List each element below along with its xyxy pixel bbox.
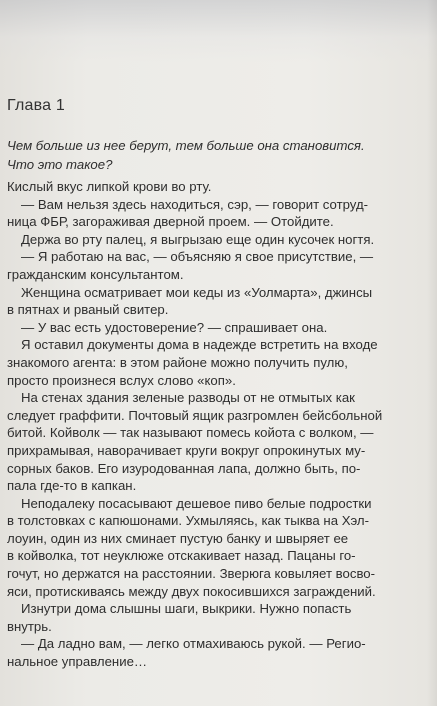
text-line: в толстовках с капюшонами. Ухмыляясь, как тыква на Хэл- [7,513,370,529]
text-line: Неподалеку посасывают дешевое пиво белые подростки [21,495,372,511]
text-line: гочут, но держатся на расстоянии. Зверюга ковыляет восво- [7,566,376,582]
text-line: Кислый вкус липкой крови во рту. [7,179,212,194]
chapter-body-text [7,178,427,671]
text-line: в пятнах и рваный свитер. [7,302,169,318]
text-line: лоуин, один из них сминает пустую банку и швыряет ее [7,530,349,546]
text-line: — Я работаю на вас, — объясняю я свое присутствие, — [21,249,374,265]
text-line: гражданским консультантом. [7,266,184,282]
text-line: яси, протискиваясь между двух покосившихся заграждений. [7,583,376,599]
text-line: — Да ладно вам, — легко отмахиваюсь рукой. — Регио- [21,636,366,652]
text-line: Изнутри дома слышны шаги, выкрики. Нужно попасть [21,601,352,617]
page-edge-shadow [427,0,437,706]
text-line: пала где-то в капкан. [7,478,137,494]
text-line: ница ФБР, загораживая дверной проем. — Отойдите. [7,214,334,230]
text-line: знакомого агента: в этом районе можно получить пулю, [7,354,348,370]
epigraph-line: Что это такое? [7,157,113,172]
chapter-title: Глава 1 [7,97,65,114]
text-line: просто произнеся вслух слово «коп». [7,372,236,388]
epigraph-line: Чем больше из нее берут, тем больше она становится. [7,138,365,153]
text-line: сорных баков. Его изуродованная лапа, должно быть, по- [7,460,361,476]
previous-page-bleed-through [0,0,437,62]
text-line: — У вас есть удостоверение? — спрашивает она. [21,319,328,335]
text-line: На стенах здания зеленые разводы от не отмытых как [21,390,355,406]
text-line: Я оставил документы дома в надежде встретить на входе [21,337,378,353]
text-line: прихрамывая, наворачивает круги вокруг опрокинутых му- [7,442,366,458]
epigraph [7,136,427,174]
text-line: Держа во рту палец, я выгрызаю еще один кусочек ногтя. [21,231,375,247]
text-line: в койволка, тот неуклюже отскакивает назад. Пацаны го- [7,548,356,564]
text-line: нальное управление… [7,654,148,670]
text-line: — Вам нельзя здесь находиться, сэр, — говорит сотруд- [21,196,369,212]
text-line: Женщина осматривает мои кеды из «Уолмарта», джинсы [21,284,373,300]
text-line: битой. Койволк — так называют помесь койота с волком, — [7,425,374,441]
text-line: внутрь. [7,618,52,634]
text-line: следует граффити. Почтовый ящик разгромлен бейсбольной [7,407,383,423]
